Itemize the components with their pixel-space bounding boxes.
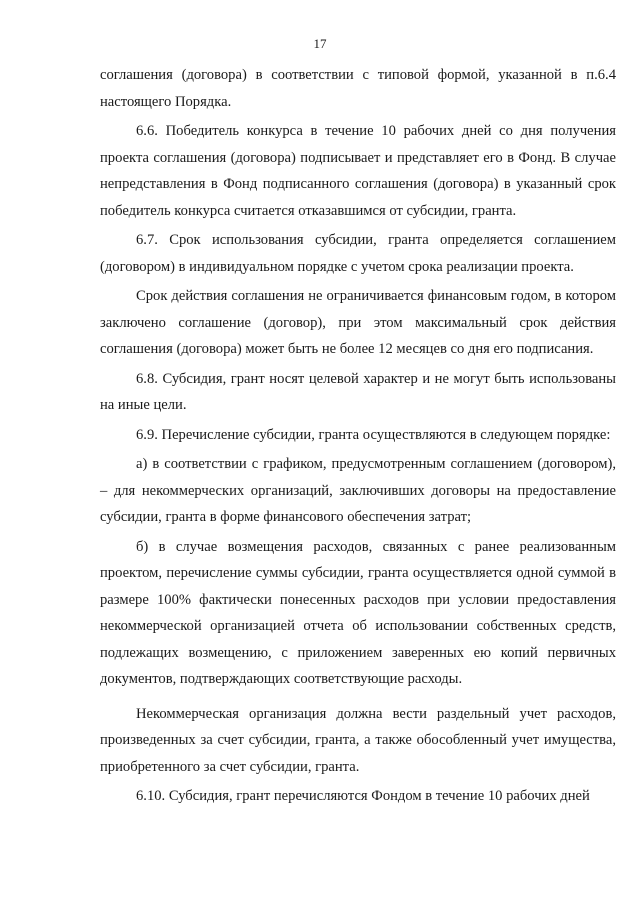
paragraph-6-7: 6.7. Срок использования субсидии, гранта определяется соглашением (договором) в индивидуальном порядке с учетом срока реализации проекта. [100, 232, 616, 275]
page-number: 17 [313, 36, 327, 51]
paragraph-term: Срок действия соглашения не ограничивается финансовым годом, в котором заключено соглашение (договор), при этом максимальный срок действия соглашения (договора) может быть не более 12 месяцев со дня его подписания. [100, 288, 616, 357]
paragraph-6-9-a: а) в соответствии с графиком, предусмотренным соглашением (договором), – для некоммерческих организаций, заключивших договоры на предоставление субсидии, гранта в форме финансового обеспечения затрат; [100, 456, 616, 525]
document-body [100, 62, 616, 810]
paragraph-6-9: 6.9. Перечисление субсидии, гранта осуществляются в следующем порядке: [136, 426, 611, 443]
paragraph-accounting: Некоммерческая организация должна вести раздельный учет расходов, произведенных за счет субсидии, гранта, а также обособленный учет имущества, приобретенного за счет субсидии, гранта. [100, 705, 616, 775]
paragraph-continuation: соглашения (договора) в соответствии с типовой формой, указанной в п.6.4 настоящего Порядка. [100, 67, 616, 110]
paragraph-6-10: 6.10. Субсидия, грант перечисляются Фондом в течение 10 рабочих дней [136, 788, 590, 804]
paragraph-6-8: 6.8. Субсидия, грант носят целевой характер и не могут быть использованы на иные цели. [100, 370, 616, 413]
paragraph-6-9-b: б) в случае возмещения расходов, связанных с ранее реализованным проектом, перечисление суммы субсидии, гранта осуществляется одной суммой в размере 100% фактически понесенных расходов при условии предоставления некоммерческой организацией отчета об использовании собственных средств, подлежащих возмещению, с приложением заверенных ею копий первичных документов, подтверждающих соответствующие расходы. [100, 538, 616, 687]
paragraph-6-6: 6.6. Победитель конкурса в течение 10 рабочих дней со дня получения проекта соглашения (договора) подписывает и представляет его в Фонд. В случае непредставления в Фонд подписанного соглашения (договора) в указанный срок победитель конкурса считается отказавшимся от субсидии, гранта. [100, 123, 616, 219]
